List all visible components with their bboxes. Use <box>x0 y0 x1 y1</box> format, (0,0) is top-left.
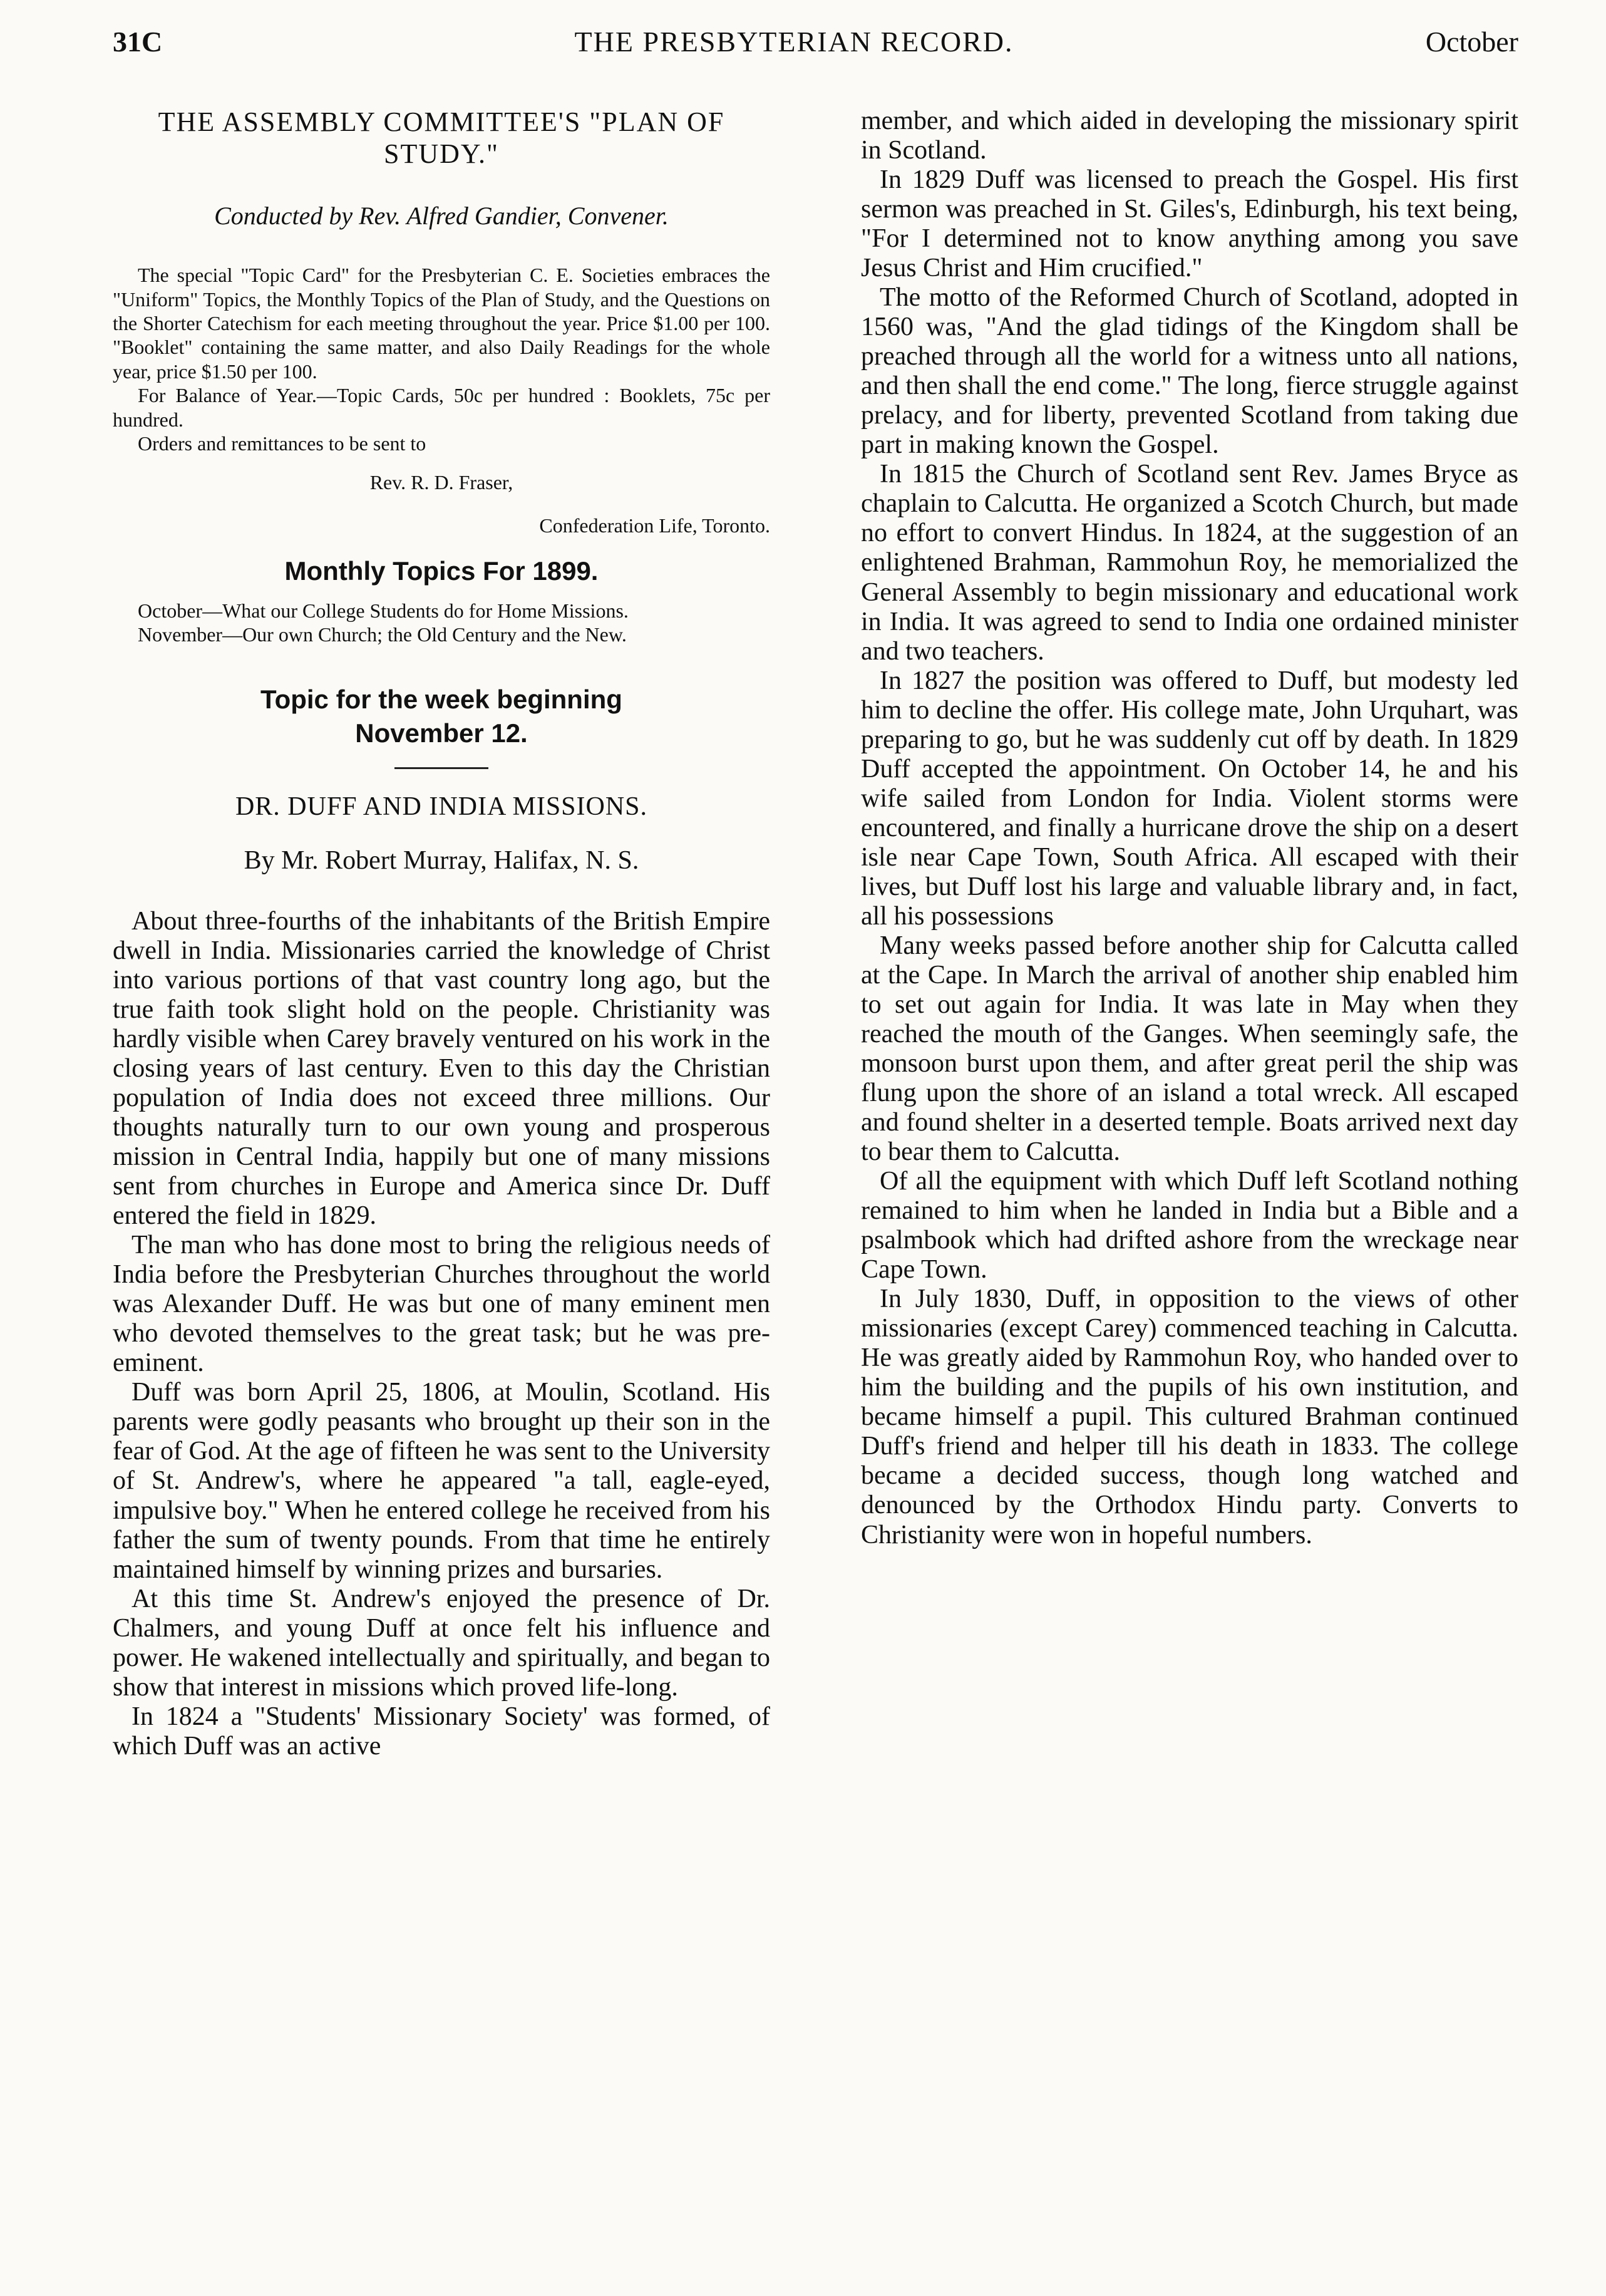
paragraph: The motto of the Reformed Church of Scotland, adopted in 1560 was, "And the glad tidings of the Kingdom shall be preached through all the world for a witness unto all nations, and then shall the end come." The long, fierce struggle against prelacy, and for liberty, prevented Scotland from taking due part in making known the Gospel. <box>861 283 1518 460</box>
paragraph: About three-fourths of the inhabitants of the British Empire dwell in India. Missionaries carried the knowledge of Christ into various portions of that vast country long ago, but the true faith took slight hold on the people. Christianity was hardly visible when Carey bravely ventured on his work in the closing years of last century. Even to this day the Christian population of India does not exceed three millions. Our thoughts naturally turn to our own young and prosperous mission in Central India, happily but one of many missions sent from churches in Europe and America since Dr. Duff entered the field in 1829. <box>113 906 770 1231</box>
article-title: DR. DUFF AND INDIA MISSIONS. <box>235 792 648 821</box>
publication-title: THE PRESBYTERIAN RECORD. <box>574 26 1014 58</box>
week-heading-line-2: November 12. <box>355 718 528 748</box>
paragraph: The man who has done most to bring the religious needs of India before the Presbyterian Churches throughout the world was Alexander Duff. He was but one of many eminent men who devoted themselves to the great task; but he was pre-eminent. <box>113 1231 770 1378</box>
divider <box>394 767 488 769</box>
sender-name: Rev. R. D. Fraser, <box>369 471 513 494</box>
section-heading: THE ASSEMBLY COMMITTEE'S "PLAN OF STUDY." <box>158 106 725 169</box>
article-byline: By Mr. Robert Murray, Halifax, N. S. <box>244 845 639 875</box>
issue-month: October <box>1425 26 1518 58</box>
paragraph: In 1824 a "Students' Missionary Society' was formed, of which Duff was an active <box>113 1702 770 1761</box>
monthly-topics-heading: Monthly Topics For 1899. <box>284 556 599 586</box>
paragraph: member, and which aided in developing the missionary spirit in Scotland. <box>861 106 1518 165</box>
page-header <box>113 25 1518 81</box>
page-number: 31C <box>113 26 163 58</box>
topic-october: October—What our College Students do for Home Missions. <box>138 599 629 623</box>
paragraph: In 1829 Duff was licensed to preach the Gospel. His first sermon was preached in St. Giles's, Edinburgh, his text being, "For I determined not to know anything among you save Jesus Christ and Him crucified." <box>861 165 1518 283</box>
paragraph: At this time St. Andrew's enjoyed the presence of Dr. Chalmers, and young Duff at once felt his influence and power. He wakened intellectually and spiritually, and began to show that interest in missions which proved life-long. <box>113 1584 770 1702</box>
paragraph: Many weeks passed before another ship for Calcutta called at the Cape. In March the arrival of another ship enabled him to set out again for India. It was late in May when they reached the mouth of the Ganges. When seemingly safe, the monsoon burst upon them, and after great peril the ship was flung upon the shore of an island a total wreck. All escaped and found shelter in a deserted temple. Boats arrived next day to bear them to Calcutta. <box>861 931 1518 1167</box>
orders-notice: Orders and remittances to be sent to <box>138 432 426 455</box>
paragraph: In 1827 the position was offered to Duff, but modesty led him to decline the offer. His college mate, John Urquhart, was preparing to go, but he was suddenly cut off by death. In 1829 Duff accepted the appointment. On October 14, he and his wife sailed from London for India. Violent storms were encountered, and finally a hurricane drove the ship on a desert isle near Cape Town, South Africa. All escaped with their lives, but Duff lost his large and valuable library and, in fact, all his possessions <box>861 666 1518 931</box>
paragraph: In 1815 the Church of Scotland sent Rev. James Bryce as chaplain to Calcutta. He organized a Scotch Church, but made no effort to convert Hindus. In 1824, at the suggestion of an enlightened Brahman, Rammohun Roy, he memorialized the General Assembly to begin missionary and educational work in India. It was agreed to send to India one ordained minister and two teachers. <box>861 460 1518 666</box>
topic-card-notice: The special "Topic Card" for the Presbyterian C. E. Societies embraces the "Uniform" Topics, the Monthly Topics of the Plan of Study, and the Questions on the Shorter Catechism for each meeting throughout the year. Price $1.00 per 100. "Booklet" containing the same matter, and also Daily Readings for the whole year, price $1.50 per 100. <box>113 264 770 383</box>
sender-address: Confederation Life, Toronto. <box>539 514 770 537</box>
topic-november: November—Our own Church; the Old Century and the New. <box>138 623 627 646</box>
columns <box>113 106 1518 1761</box>
week-heading-line-1: Topic for the week beginning <box>260 684 622 714</box>
balance-notice: For Balance of Year.—Topic Cards, 50c per hundred : Booklets, 75c per hundred. <box>113 384 770 431</box>
left-column <box>113 106 789 1761</box>
right-column <box>855 106 1518 1761</box>
paragraph: Duff was born April 25, 1806, at Moulin, Scotland. His parents were godly peasants who brought up their son in the fear of God. At the age of fifteen he was sent to the University of St. Andrew's, where he appeared "a tall, eagle-eyed, impulsive boy." When he entered college he received from his father the sum of twenty pounds. From that time he entirely maintained himself by winning prizes and bursaries. <box>113 1378 770 1584</box>
paragraph: In July 1830, Duff, in opposition to the views of other missionaries (except Carey) commenced teaching in Calcutta. He was greatly aided by Rammohun Roy, who handed over to him the building and the pupils of his own institution, and became himself a pupil. This cultured Brahman continued Duff's friend and helper till his death in 1833. The college became a decided success, though long watched and denounced by the Orthodox Hindu party. Converts to Christianity were won in hopeful numbers. <box>861 1285 1518 1549</box>
paragraph: Of all the equipment with which Duff left Scotland nothing remained to him when he landed in India but a Bible and a psalmbook which had drifted ashore from the wreckage near Cape Town. <box>861 1167 1518 1285</box>
conducted-by: Conducted by Rev. Alfred Gandier, Convener. <box>214 202 669 230</box>
